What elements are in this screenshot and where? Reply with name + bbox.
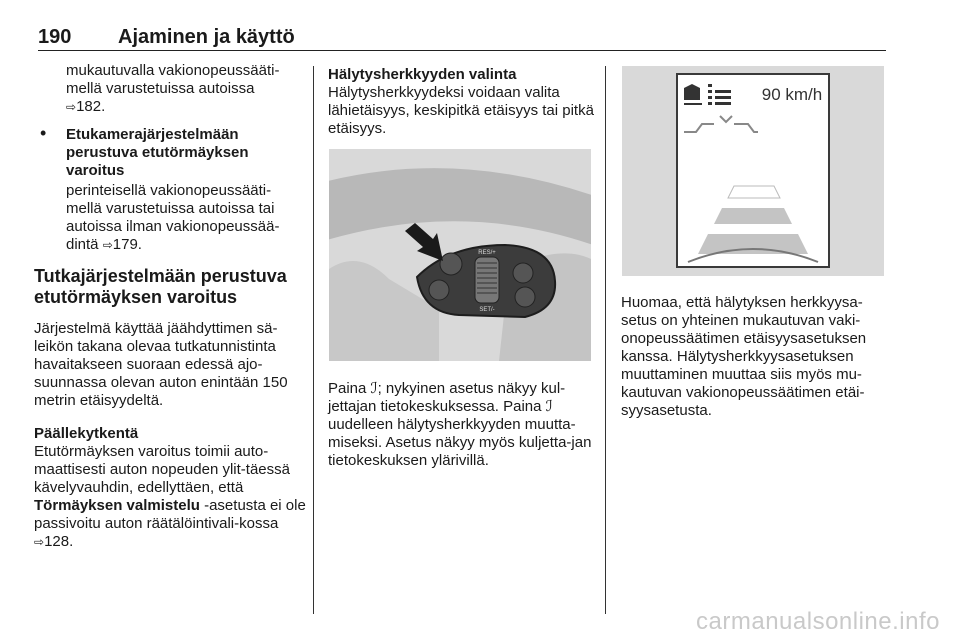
col2-para-3: uudelleen hälytysherkkyyden muutta-miseksi. Asetus näkyy myös kuljetta-jan tietokeskuksen ylärivillä. xyxy=(328,416,592,469)
col2-intro: Hälytysherkkyydeksi voidaan valita lähietäisyys, keskipitkä etäisyys tai pitkä etäisyys. xyxy=(328,84,594,137)
col1-cont-text: mukautuvalla vakionopeussääti-mellä varustetuissa autoissa xyxy=(66,62,280,97)
column-divider-left xyxy=(313,66,314,614)
chapter-title: Ajaminen ja käyttö xyxy=(118,26,295,48)
watermark: carmanualsonline.info xyxy=(696,608,940,635)
section-heading: Tutkajärjestelmään perustuva etutörmäyksen varoitus xyxy=(34,266,287,307)
col2-heading: Hälytysherkkyyden valinta xyxy=(328,66,517,83)
bullet-text: perinteisellä vakionopeussääti-mellä varustetuissa autoissa tai autoissa ilman vakionopeussää-dintä xyxy=(66,182,280,253)
bullet-body xyxy=(66,182,306,254)
col3-text: Huomaa, että hälytyksen herkkyysa-setus on yhteinen mukautuvan vaki-onopeussäätimen etäisyysasetuksen kanssa. Hälytysherkkyysasetuksen muuttaminen muuttaa siis myös mu-kautuvan vakionopeussäätimen etäi-syysasetusta. xyxy=(621,294,867,419)
display-speed: 90 km/h xyxy=(761,85,823,104)
page-number: 190 xyxy=(38,26,72,48)
steering-wheel-figure xyxy=(329,149,591,361)
col1-cont-ref[interactable]: ⇨ 182. xyxy=(66,98,105,115)
section-text: Järjestelmä käyttää jäähdyttimen sä-leikön takana olevaa tutkatunnistinta havaitakseen suoraan edessä ajo-suunnassa olevan auton enintään 150 metrin etäisyydeltä. xyxy=(34,320,288,409)
bullet-dot: • xyxy=(40,123,47,143)
col2-para-1: Paina xyxy=(328,380,367,397)
activation-ref[interactable]: ⇨ 128. xyxy=(34,533,73,550)
activation-text-1: Etutörmäyksen varoitus toimii auto-maattisesti auton nopeuden ylit-täessä kävelyvauhdin, edellyttäen, että xyxy=(34,443,290,496)
activation-body xyxy=(34,443,306,551)
distance-button-icon-2: ℐ xyxy=(545,398,553,415)
activation-bold: Törmäyksen valmistelu xyxy=(34,497,200,514)
section-heading-block xyxy=(34,266,304,308)
distance-button-icon: ℐ xyxy=(370,380,378,397)
cluster-display-figure xyxy=(622,66,884,276)
header-rule xyxy=(38,50,886,51)
page-header xyxy=(38,26,886,50)
wheel-label-bottom: SET/- xyxy=(479,307,495,313)
bullet-title: Etukamerajärjestelmään perustuva etutörmäyksen varoitus xyxy=(66,126,249,179)
col2-para-2: ; nykyinen asetus näkyy kul-jettajan tietokeskuksessa. Paina xyxy=(328,380,566,415)
activation-text-2: -asetusta ei ole passivoitu auton räätälöintivali-kossa xyxy=(34,497,306,532)
col1-continuation xyxy=(66,62,306,116)
activation-heading: Päällekytkentä xyxy=(34,425,139,442)
col2-body xyxy=(328,380,596,470)
column-divider-right xyxy=(605,66,606,614)
bullet-ref[interactable]: ⇨ 179. xyxy=(103,236,142,253)
wheel-label-top: RES/+ xyxy=(478,250,496,256)
